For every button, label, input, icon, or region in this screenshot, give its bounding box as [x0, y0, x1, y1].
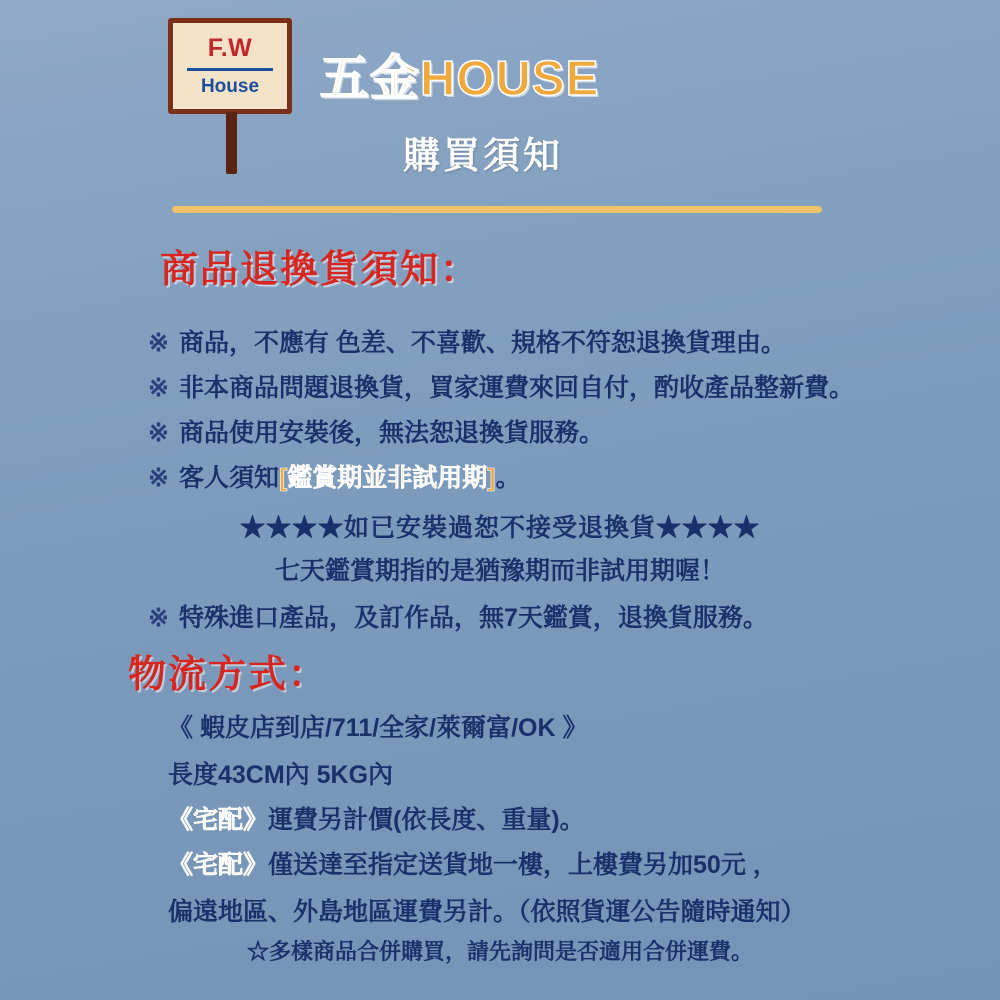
list-item: [148, 368, 854, 404]
returns-note-stars: ★★★★如已安裝過恕不接受退換貨★★★★: [239, 514, 760, 542]
list-item-highlight: [鑑賞期並非試用期]: [278, 464, 496, 492]
list-item-label: 商品，不應有 色差、不喜歡、規格不符恕退換貨理由。: [178, 329, 786, 357]
page-subtitle: 購買須知: [403, 135, 563, 176]
bullet-mark: ※: [148, 374, 169, 402]
home-delivery-tag: 《宅配》: [168, 806, 269, 834]
logistics-line-remote-area: 偏遠地區、外島地區運費另計。（依照貨運公告隨時通知）: [168, 898, 806, 926]
list-item-label: 特殊進口產品，及訂作品，無7天鑑賞，退換貨服務。: [178, 604, 768, 632]
returns-section-heading: 商品退換貨須知：: [160, 249, 481, 291]
logistics-footer-note: ☆多樣商品合併購買，請先詢問是否適用合併運費。: [246, 939, 753, 964]
list-item-tail: 。: [495, 464, 521, 492]
logistics-section-heading: 物流方式：: [128, 654, 329, 696]
list-item-label: 客人須知: [178, 464, 279, 492]
logistics-line-size: 長度43CM內 5KG內: [168, 761, 394, 789]
list-item: [148, 413, 604, 449]
returns-note-text: 七天鑑賞期指的是猶豫期而非試用期喔！: [274, 557, 725, 585]
list-item: [148, 323, 786, 359]
sign-bottom-text: House: [200, 76, 260, 97]
list-item: [148, 458, 521, 494]
bullet-mark: ※: [148, 329, 169, 357]
logistics-line-home-delivery-fee: [168, 800, 585, 836]
logistics-line-stores: 《 蝦皮店到店/711/全家/萊爾富/OK 》: [168, 714, 588, 742]
logistics-line-home-delivery-floor: [168, 845, 778, 881]
list-item: [148, 598, 768, 634]
page-header: [0, 0, 1000, 200]
sign-divider: [187, 68, 273, 71]
sign-top-text: F.W: [207, 34, 253, 62]
list-item-label: 商品使用安裝後，無法恕退換貨服務。: [178, 419, 604, 447]
home-delivery-floor-text: 僅送達至指定送貨地一樓，上樓費另加50元 ，: [268, 851, 778, 879]
home-delivery-tag: 《宅配》: [168, 851, 269, 879]
list-item-label: 非本商品問題退換貨，買家運費來回自付，酌收產品整新費。: [178, 374, 854, 402]
bullet-mark: ※: [148, 604, 169, 632]
shop-sign-logo: [168, 18, 292, 114]
bullet-mark: ※: [148, 464, 169, 492]
home-delivery-fee-text: 運費另計價(依長度、重量)。: [268, 806, 585, 834]
sign-post: [226, 112, 237, 174]
brand-title: 五金HOUSE: [320, 52, 600, 106]
bullet-mark: ※: [148, 419, 169, 447]
header-divider: [172, 206, 822, 213]
